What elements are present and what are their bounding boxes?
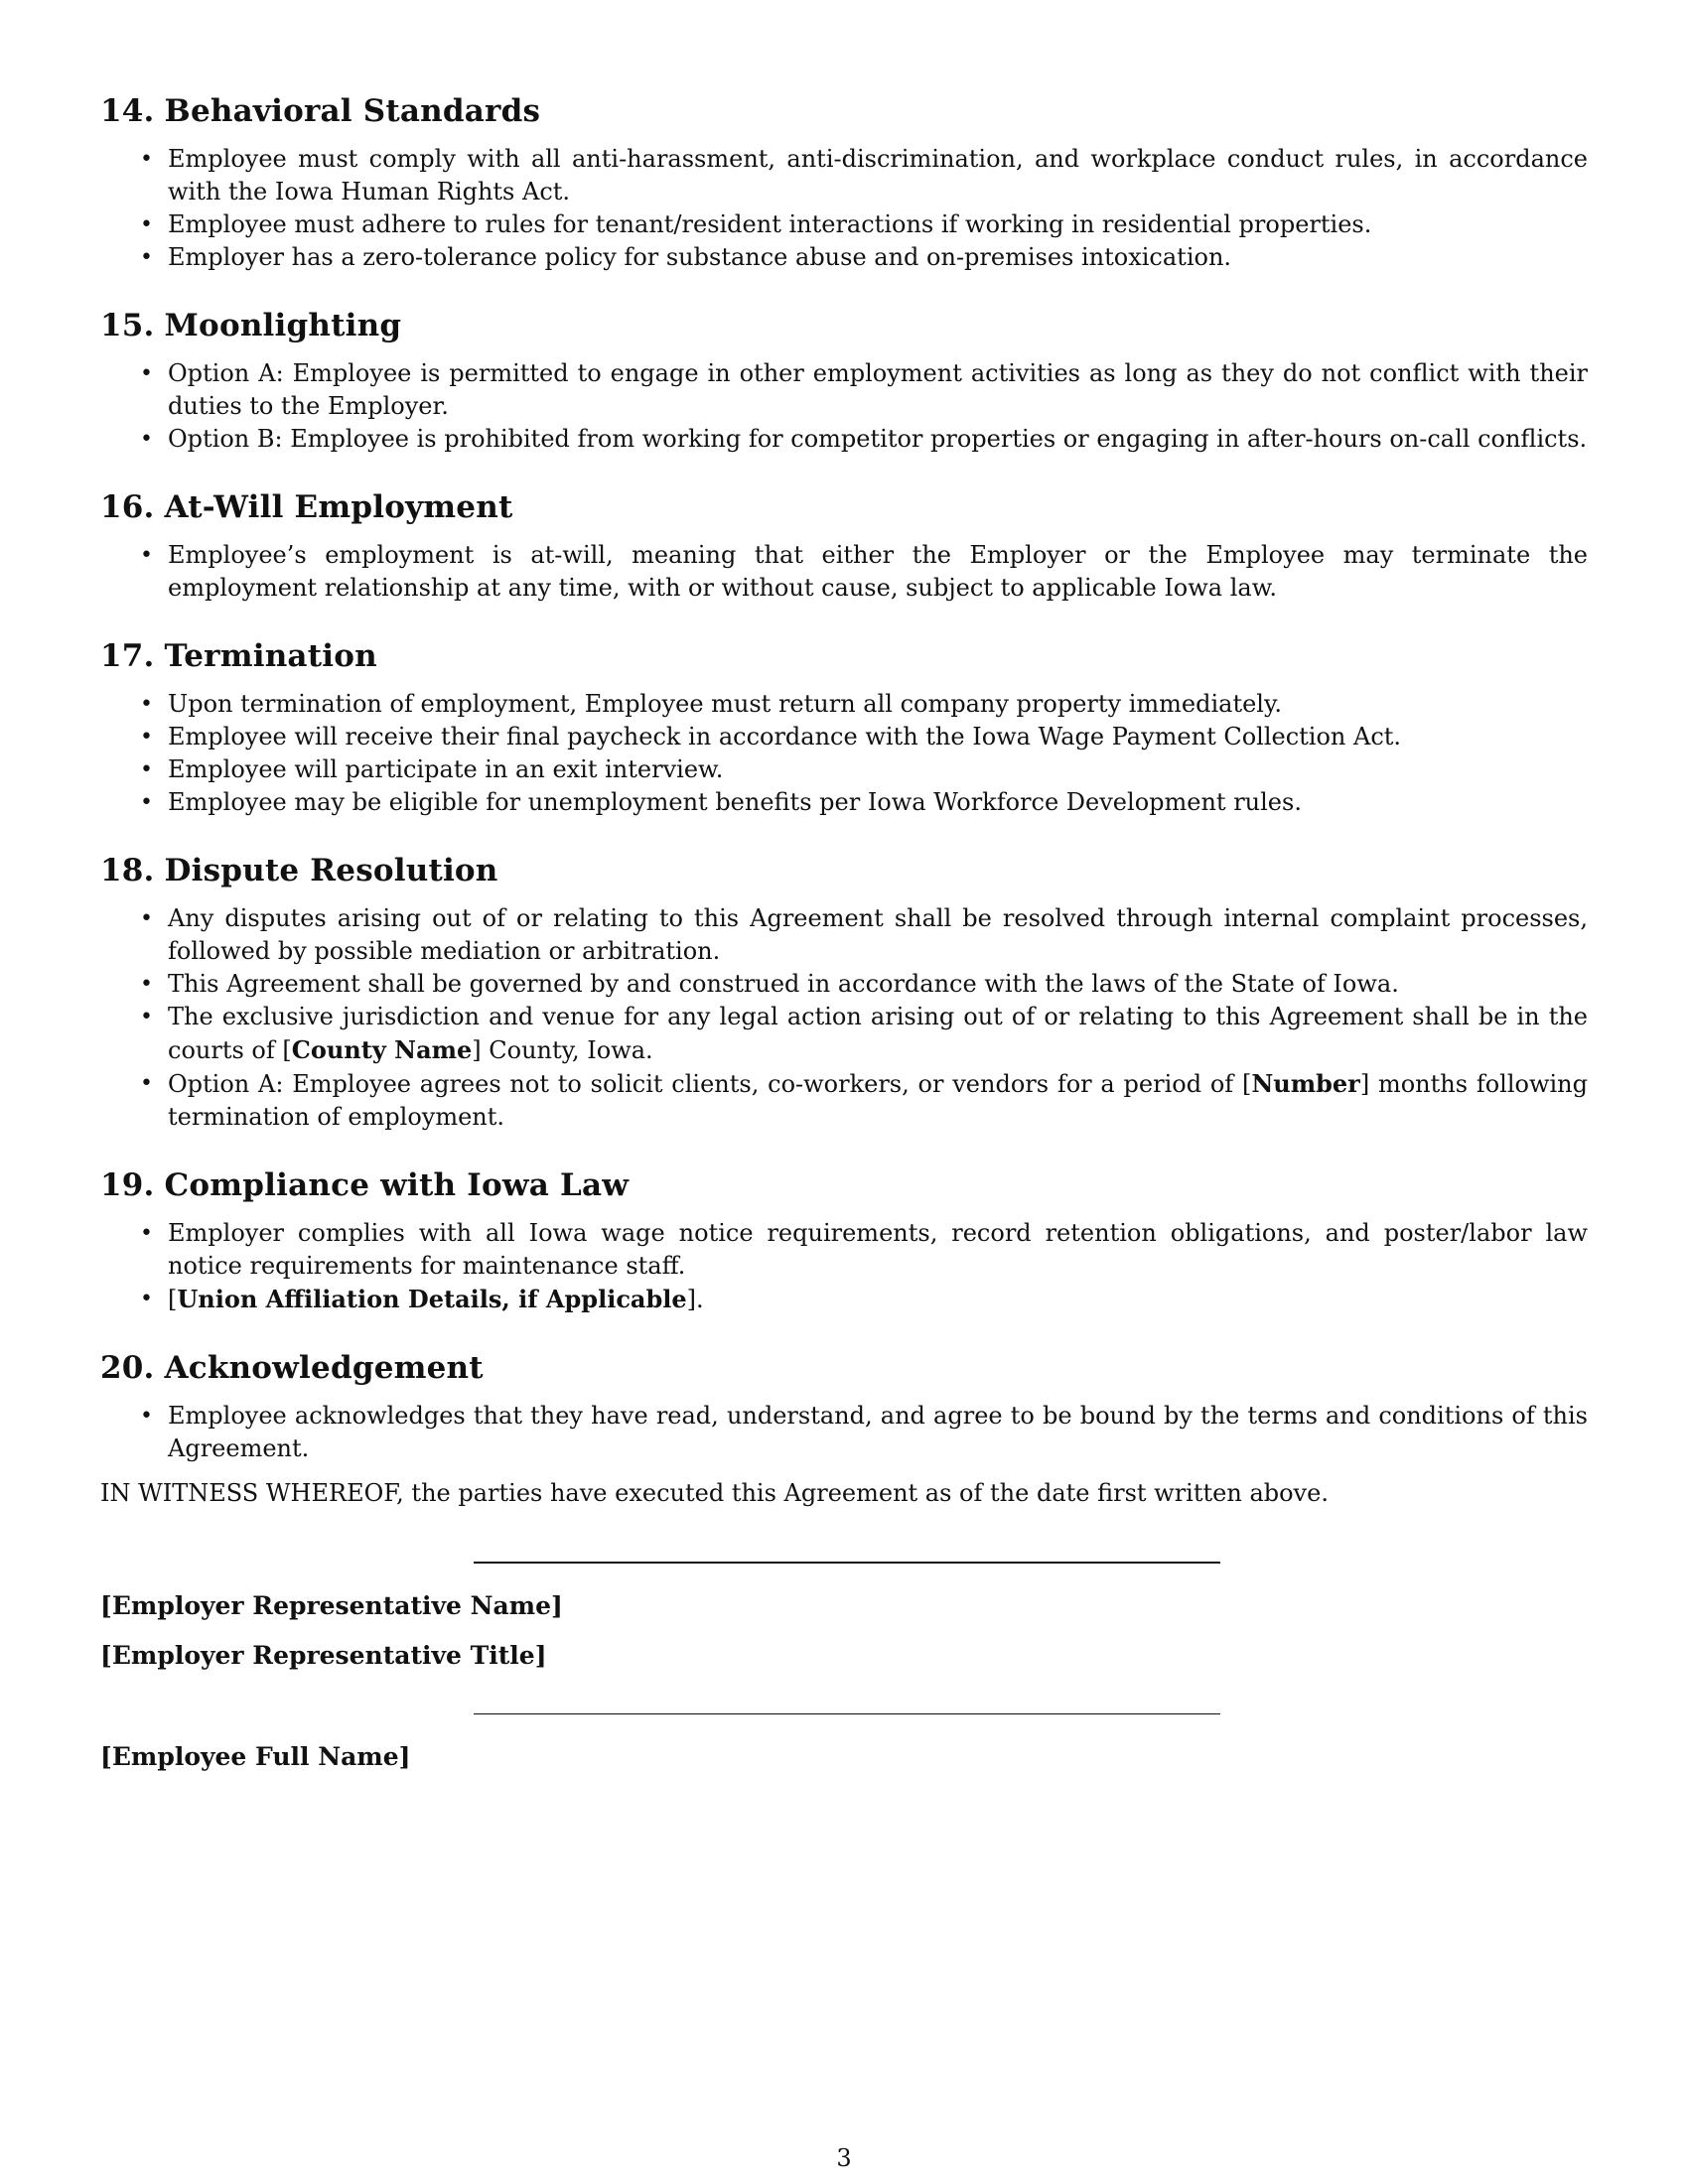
section-heading: 15. Moonlighting bbox=[100, 308, 402, 343]
section-termination bbox=[100, 636, 1588, 819]
list-item: • Employee’s employment is at-will, meaning that either the Employer or the Employee may terminate the employment relationship at any time, with or without cause, subject to applicable Iowa law. bbox=[140, 541, 1588, 602]
bullet-icon: • bbox=[140, 1071, 153, 1096]
bullet-icon: • bbox=[140, 361, 153, 386]
list-item: • Employee must adhere to rules for tenant/resident interactions if working in residential properties. bbox=[100, 208, 1588, 241]
page-number: 3 bbox=[836, 2144, 852, 2172]
list-item: • Employee may be eligible for unemployment benefits per Iowa Workforce Development rules. bbox=[100, 786, 1588, 819]
employer-representative-title: [Employer Representative Title] bbox=[100, 1641, 547, 1670]
bullet-list bbox=[100, 1400, 1588, 1465]
employee-full-name: [Employee Full Name] bbox=[100, 1742, 411, 1771]
list-item: • Upon termination of employment, Employee must return all company property immediately. bbox=[100, 688, 1588, 721]
bullet-icon: • bbox=[140, 1287, 153, 1311]
section-heading: 18. Dispute Resolution bbox=[100, 853, 498, 888]
bullet-icon: • bbox=[140, 972, 153, 997]
list-item: • Employee will participate in an exit interview. bbox=[100, 753, 1588, 786]
employer-representative-name: [Employer Representative Name] bbox=[100, 1591, 563, 1620]
bullet-icon: • bbox=[140, 1221, 153, 1246]
bullet-list bbox=[100, 1217, 1588, 1316]
bullet-icon: • bbox=[140, 427, 153, 452]
bullet-icon: • bbox=[140, 1404, 153, 1429]
section-heading: 20. Acknowledgement bbox=[100, 1350, 484, 1386]
list-item: • Employee must comply with all anti-harassment, anti-discrimination, and workplace conduct rules, in accordance with the Iowa Human Rights Act. bbox=[140, 145, 1588, 205]
list-item: • Option B: Employee is prohibited from working for competitor properties or engaging in after-hours on-call conflicts. bbox=[100, 423, 1588, 456]
list-item: • Option A: Employee is permitted to engage in other employment activities as long as they do not conflict with their duties to the Employer. bbox=[140, 359, 1588, 420]
section-heading: 16. At-Will Employment bbox=[100, 489, 513, 525]
list-item: • Employee will receive their final paycheck in accordance with the Iowa Wage Payment Collection Act. bbox=[100, 721, 1588, 753]
union-affiliation-placeholder: Union Affiliation Details, if Applicable bbox=[177, 1285, 687, 1313]
list-item: • Employer complies with all Iowa wage notice requirements, record retention obligations, and poster/labor law notice requirements for maintenance staff. bbox=[140, 1219, 1588, 1280]
section-compliance-iowa-law bbox=[100, 1165, 1588, 1316]
county-name-placeholder: County Name bbox=[291, 1035, 473, 1064]
section-behavioral-standards bbox=[100, 91, 1588, 274]
bullet-icon: • bbox=[140, 1005, 153, 1029]
bullet-list bbox=[100, 688, 1588, 819]
section-acknowledgement bbox=[100, 1348, 1588, 1465]
bullet-icon: • bbox=[140, 147, 153, 172]
list-item: • This Agreement shall be governed by and construed in accordance with the laws of the State of Iowa. bbox=[100, 968, 1588, 1001]
bullet-list bbox=[100, 539, 1588, 605]
bullet-icon: • bbox=[140, 906, 153, 931]
section-heading: 14. Behavioral Standards bbox=[100, 93, 541, 129]
bullet-icon: • bbox=[140, 790, 153, 815]
employee-signature-line bbox=[474, 1713, 1220, 1714]
bullet-list bbox=[100, 357, 1588, 456]
number-placeholder: Number bbox=[1251, 1069, 1360, 1098]
section-dispute-resolution bbox=[100, 851, 1588, 1134]
list-item: • [Union Affiliation Details, if Applicable]. bbox=[140, 1285, 704, 1313]
bullet-icon: • bbox=[140, 692, 153, 717]
list-item: • The exclusive jurisdiction and venue for any legal action arising out of or relating to this Agreement shall be in the courts of [County Name] County, Iowa. bbox=[140, 1003, 1588, 1064]
list-item: • Any disputes arising out of or relating to this Agreement shall be resolved through internal complaint processes, followed by possible mediation or arbitration. bbox=[140, 904, 1588, 965]
witness-clause: IN WITNESS WHEREOF, the parties have executed this Agreement as of the date first written above. bbox=[100, 1479, 1329, 1507]
list-item: • Employer has a zero-tolerance policy for substance abuse and on-premises intoxication. bbox=[100, 241, 1588, 274]
section-heading: 19. Compliance with Iowa Law bbox=[100, 1167, 630, 1203]
bullet-icon: • bbox=[140, 757, 153, 782]
bullet-icon: • bbox=[140, 245, 153, 270]
bullet-icon: • bbox=[140, 212, 153, 237]
bullet-icon: • bbox=[140, 543, 153, 568]
section-heading: 17. Termination bbox=[100, 638, 377, 674]
document-page bbox=[100, 91, 1588, 1774]
section-moonlighting bbox=[100, 306, 1588, 456]
bullet-list bbox=[100, 902, 1588, 1134]
bullet-icon: • bbox=[140, 725, 153, 750]
list-item: • Employee acknowledges that they have read, understand, and agree to be bound by the terms and conditions of this Agreement. bbox=[140, 1402, 1588, 1462]
employer-signature-line bbox=[474, 1562, 1220, 1564]
section-at-will-employment bbox=[100, 487, 1588, 605]
bullet-list bbox=[100, 143, 1588, 274]
list-item: • Option A: Employee agrees not to solicit clients, co-workers, or vendors for a period of [Number] months following termination of employment. bbox=[140, 1069, 1588, 1131]
